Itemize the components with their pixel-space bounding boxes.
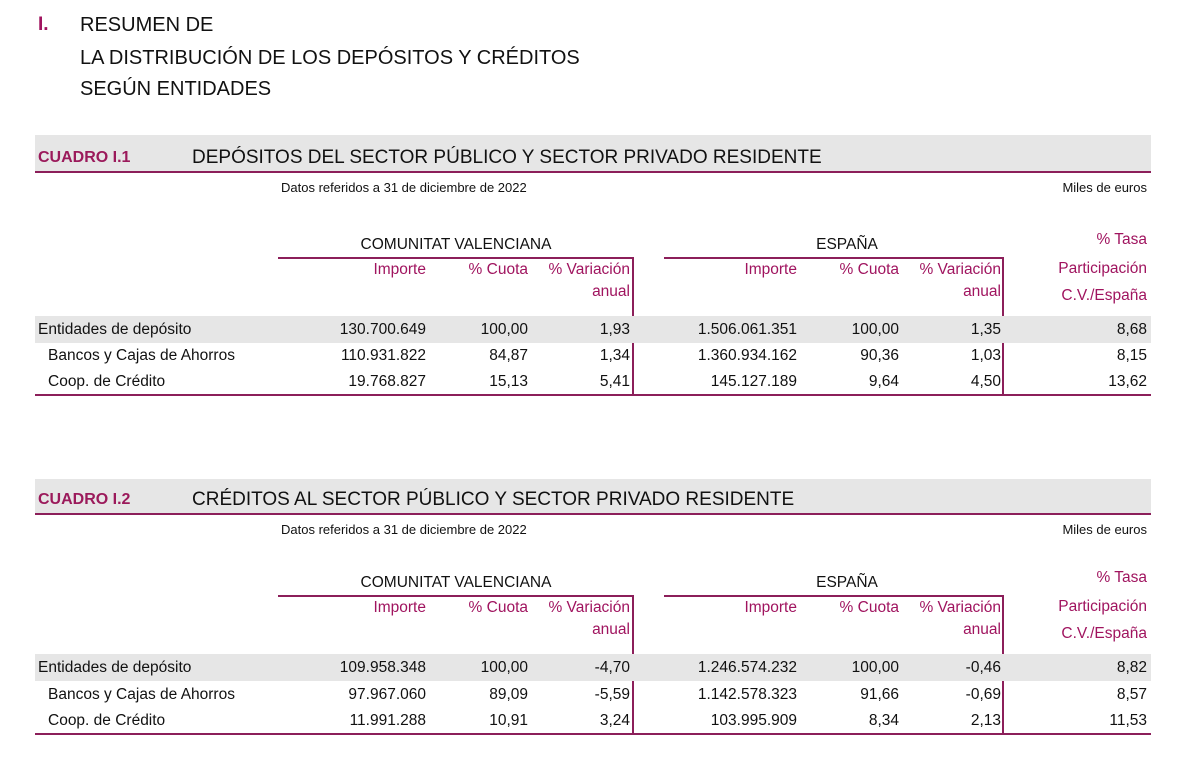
- group-rule-cv: [278, 595, 634, 597]
- table-code: CUADRO I.1: [38, 149, 131, 166]
- col-header-variacion-es: % Variación: [919, 261, 1001, 278]
- row-label: Entidades de depósito: [38, 321, 192, 338]
- cell-es-cuota: 9,64: [868, 373, 899, 390]
- date-note: Datos referidos a 31 de diciembre de 2022: [281, 180, 527, 195]
- section-title-line-1: RESUMEN DE: [80, 14, 214, 36]
- cell-es-cuota: 100,00: [851, 321, 899, 338]
- col-header-cuota-es: % Cuota: [839, 261, 899, 278]
- section-title-line-2: LA DISTRIBUCIÓN DE LOS DEPÓSITOS Y CRÉDITOS: [80, 47, 580, 69]
- cell-cv-cuota: 10,91: [489, 712, 528, 729]
- col-header-variacion-anual: anual: [592, 621, 630, 638]
- cell-cv-var: -5,59: [594, 686, 630, 703]
- cell-cv-var: 1,34: [599, 347, 630, 364]
- cell-es-cuota: 100,00: [851, 659, 899, 676]
- group-rule-es: [664, 595, 1004, 597]
- col-header-importe: Importe: [373, 261, 426, 278]
- section-number: I.: [38, 14, 49, 35]
- cell-es-var: 1,03: [970, 347, 1001, 364]
- cell-cv-cuota: 15,13: [489, 373, 528, 390]
- table-title-rule: [35, 513, 1151, 515]
- cell-cv-importe: 11.991.288: [349, 712, 426, 729]
- cell-es-cuota: 90,36: [860, 347, 899, 364]
- group-header-cv: COMUNITAT VALENCIANA: [360, 574, 552, 591]
- cell-es-importe: 103.995.909: [710, 712, 797, 729]
- cell-cv-var: -4,70: [594, 659, 630, 676]
- cell-es-var: -0,69: [965, 686, 1001, 703]
- cell-cv-importe: 130.700.649: [339, 321, 426, 338]
- cell-cv-importe: 97.967.060: [348, 686, 426, 703]
- table-bottom-rule: [35, 733, 1151, 735]
- table-code: CUADRO I.2: [38, 491, 131, 508]
- group-header-cv: COMUNITAT VALENCIANA: [360, 236, 552, 253]
- col-header-variacion: % Variación: [548, 599, 630, 616]
- cell-tasa: 11,53: [1109, 712, 1147, 729]
- col-header-variacion-anual-es: anual: [963, 283, 1001, 300]
- table-title: DEPÓSITOS DEL SECTOR PÚBLICO Y SECTOR PRIVADO RESIDENTE: [192, 147, 822, 168]
- col-header-importe: Importe: [373, 599, 426, 616]
- col-header-tasa-2: Participación: [1058, 260, 1147, 277]
- col-header-tasa-3: C.V./España: [1061, 625, 1147, 642]
- cell-cv-cuota: 100,00: [480, 321, 528, 338]
- cell-es-importe: 1.360.934.162: [697, 347, 797, 364]
- units-note: Miles de euros: [1062, 180, 1147, 195]
- cell-cv-var: 1,93: [599, 321, 630, 338]
- cell-tasa: 8,82: [1116, 659, 1147, 676]
- col-header-importe-es: Importe: [744, 261, 797, 278]
- row-label: Coop. de Crédito: [48, 373, 166, 390]
- cell-es-var: 4,50: [970, 373, 1001, 390]
- cell-cv-var: 3,24: [599, 712, 630, 729]
- cell-cv-importe: 109.958.348: [339, 659, 426, 676]
- date-note: Datos referidos a 31 de diciembre de 2022: [281, 522, 527, 537]
- col-header-importe-es: Importe: [744, 599, 797, 616]
- cell-cv-var: 5,41: [599, 373, 630, 390]
- col-header-variacion-es: % Variación: [919, 599, 1001, 616]
- row-label: Bancos y Cajas de Ahorros: [48, 686, 235, 703]
- group-header-es: ESPAÑA: [816, 574, 878, 591]
- col-header-cuota: % Cuota: [468, 261, 528, 278]
- group-header-es: ESPAÑA: [816, 236, 878, 253]
- col-header-cuota-es: % Cuota: [839, 599, 899, 616]
- col-header-variacion-anual-es: anual: [963, 621, 1001, 638]
- col-header-tasa-3: C.V./España: [1061, 287, 1147, 304]
- cell-es-var: 1,35: [970, 321, 1001, 338]
- cell-cv-importe: 110.931.822: [340, 347, 426, 364]
- col-header-cuota: % Cuota: [468, 599, 528, 616]
- units-note: Miles de euros: [1062, 522, 1147, 537]
- cell-es-cuota: 8,34: [868, 712, 899, 729]
- row-label: Entidades de depósito: [38, 659, 192, 676]
- cell-es-importe: 1.142.578.323: [697, 686, 797, 703]
- cell-tasa: 8,57: [1116, 686, 1147, 703]
- col-header-variacion: % Variación: [548, 261, 630, 278]
- section-title-line-3: SEGÚN ENTIDADES: [80, 78, 272, 100]
- cell-cv-cuota: 100,00: [480, 659, 528, 676]
- table-title: CRÉDITOS AL SECTOR PÚBLICO Y SECTOR PRIVADO RESIDENTE: [192, 489, 795, 510]
- cell-tasa: 13,62: [1108, 373, 1147, 390]
- cell-tasa: 8,68: [1116, 321, 1147, 338]
- cell-cv-importe: 19.768.827: [348, 373, 426, 390]
- col-header-tasa-1: % Tasa: [1096, 569, 1147, 586]
- cell-es-importe: 1.246.574.232: [697, 659, 797, 676]
- cell-es-var: -0,46: [965, 659, 1001, 676]
- row-label: Bancos y Cajas de Ahorros: [48, 347, 235, 364]
- col-header-variacion-anual: anual: [592, 283, 630, 300]
- col-header-tasa-2: Participación: [1058, 598, 1147, 615]
- cell-es-importe: 1.506.061.351: [697, 321, 797, 338]
- cell-es-cuota: 91,66: [860, 686, 899, 703]
- cell-es-importe: 145.127.189: [710, 373, 797, 390]
- row-label: Coop. de Crédito: [48, 712, 166, 729]
- cell-es-var: 2,13: [970, 712, 1001, 729]
- cell-tasa: 8,15: [1116, 347, 1147, 364]
- cell-cv-cuota: 84,87: [489, 347, 528, 364]
- cell-cv-cuota: 89,09: [489, 686, 528, 703]
- col-header-tasa-1: % Tasa: [1096, 231, 1147, 248]
